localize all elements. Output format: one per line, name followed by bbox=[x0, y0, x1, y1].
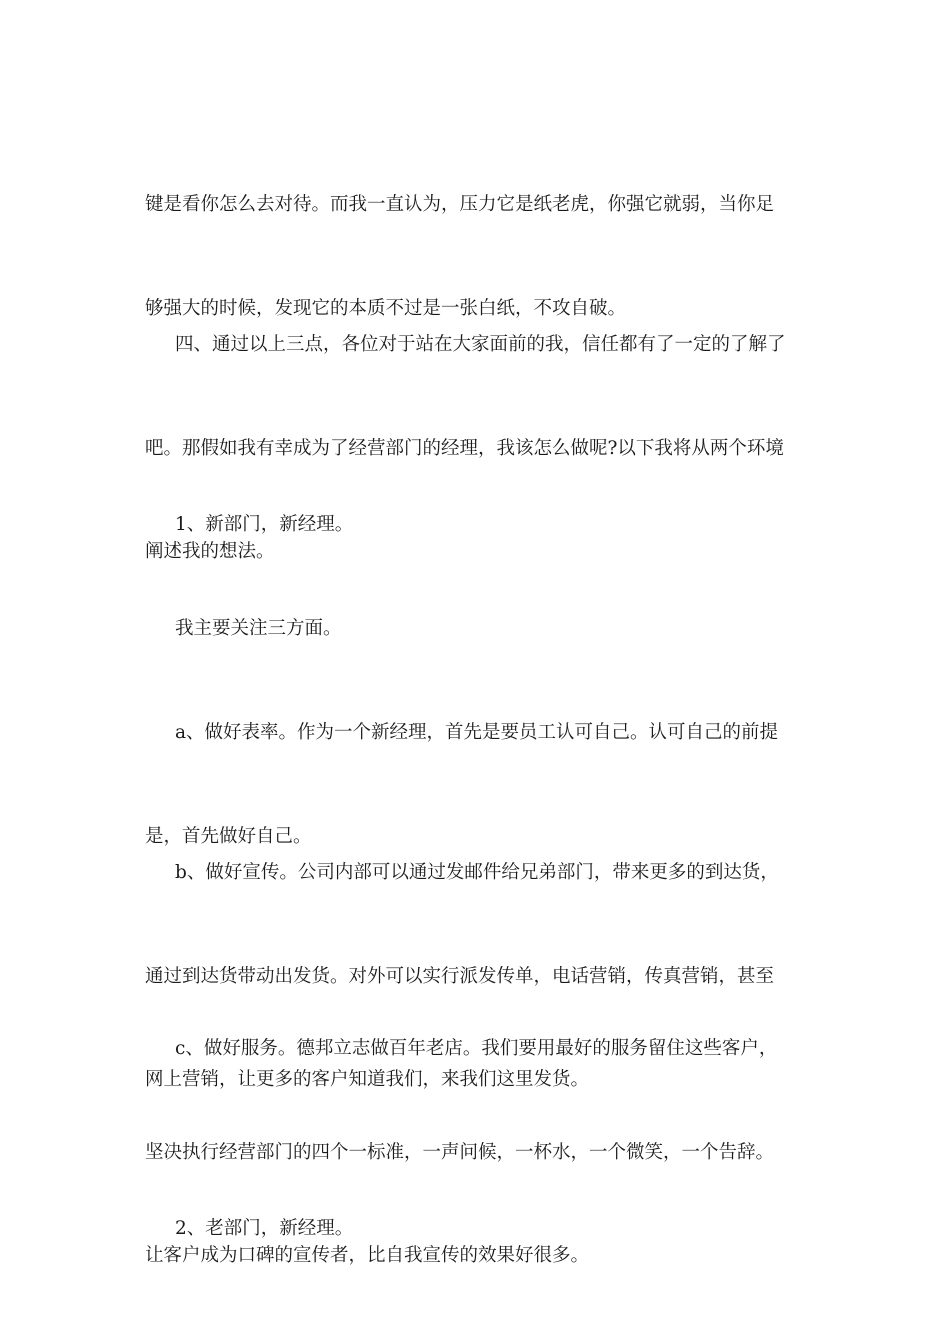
text-line: b、做好宣传。公司内部可以通过发邮件给兄弟部门，带来更多的到达货， bbox=[175, 862, 779, 883]
text-line: 吧。那假如我有幸成为了经营部门的经理，我该怎么做呢?以下我将从两个环境 bbox=[145, 437, 784, 459]
text-line: 通过到达货带动出发货。对外可以实行派发传单，电话营销，传真营销，甚至 bbox=[145, 965, 775, 987]
text-line: 够强大的时候，发现它的本质不过是一张白纸，不攻自破。 bbox=[145, 297, 627, 319]
text-line: 我主要关注三方面。 bbox=[175, 618, 342, 639]
text-line: 网上营销，让更多的客户知道我们，来我们这里发货。 bbox=[145, 1069, 590, 1090]
text-line: c、做好服务。德邦立志做百年老店。我们要用最好的服务留住这些客户， bbox=[175, 1038, 778, 1059]
text-line: 1、新部门，新经理。 bbox=[175, 514, 354, 535]
text-line: 四、通过以上三点，各位对于站在大家面前的我，信任都有了一定的了解了 bbox=[175, 334, 786, 355]
heading-old-department bbox=[145, 1143, 825, 1316]
text-line: 键是看你怎么去对待。而我一直认为，压力它是纸老虎，你强它就弱，当你足 bbox=[145, 194, 775, 215]
text-line: 阐述我的想法。 bbox=[145, 541, 275, 562]
text-line: 是，首先做好自己。 bbox=[145, 825, 312, 847]
text-line: 坚决执行经营部门的四个一标准，一声问候，一杯水，一个微笑，一个告辞。 bbox=[145, 1141, 775, 1163]
text-line: a、做好表率。作为一个新经理，首先是要员工认可自己。认可自己的前提 bbox=[175, 722, 779, 743]
text-line: 2、老部门，新经理。 bbox=[175, 1218, 354, 1239]
text-line: 让客户成为口碑的宣传者，比自我宣传的效果好很多。 bbox=[145, 1245, 590, 1266]
